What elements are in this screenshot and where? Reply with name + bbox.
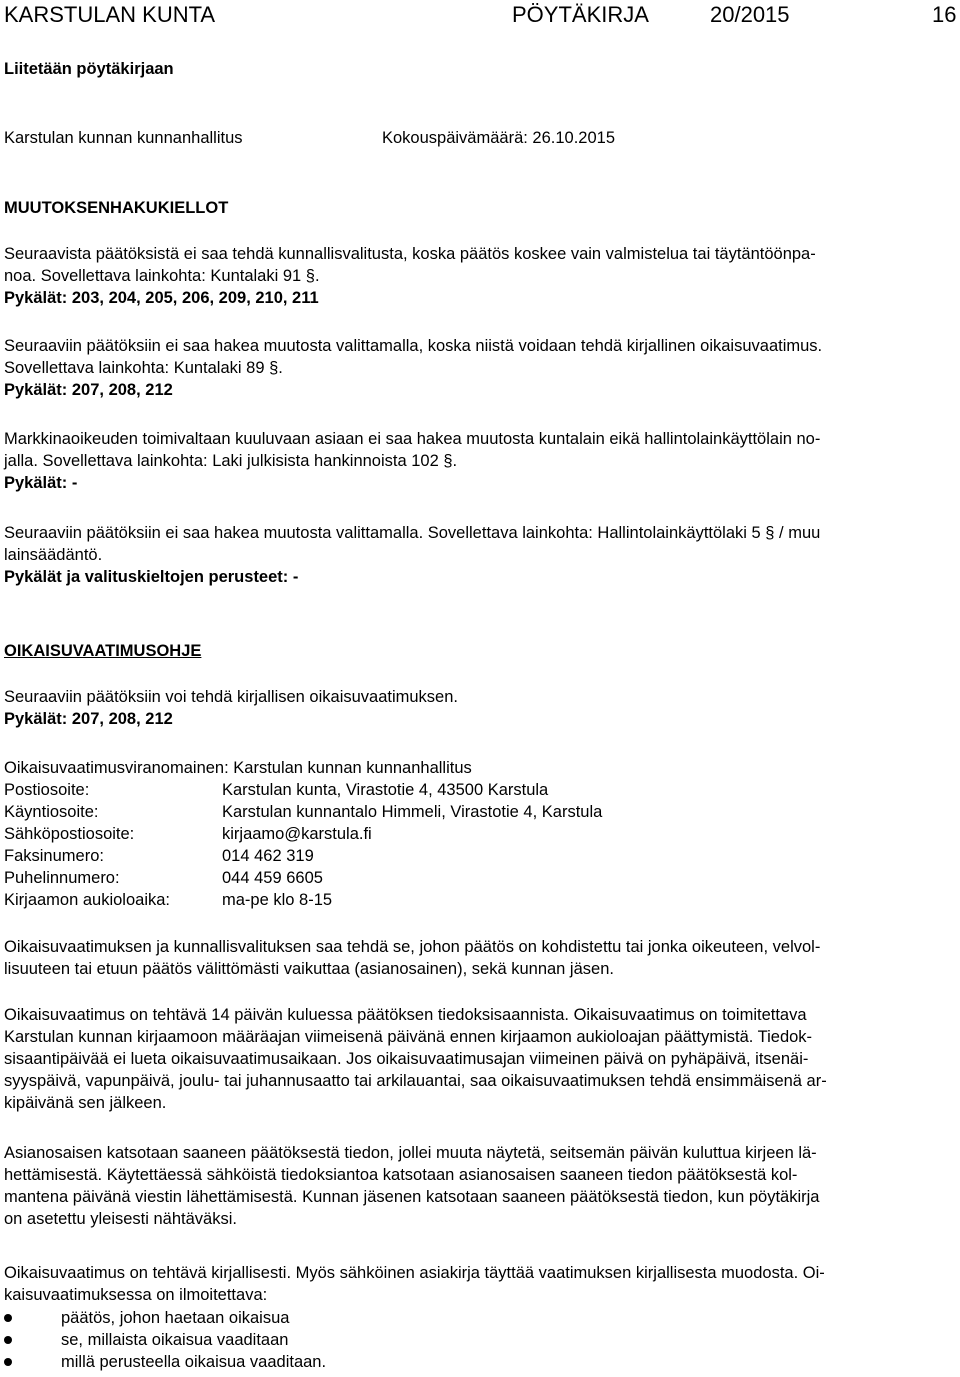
municipality-name: KARSTULAN KUNTA: [4, 2, 216, 27]
text-line: mantena päivänä viestin lähettämisestä. Kunnan jäsenen katsotaan saaneen päätöksestä tiedon, kun pöytäkirja: [4, 1188, 820, 1206]
text-line: Sovellettava lainkohta: Kuntalaki 89 §.: [4, 359, 283, 377]
section-list: Pykälät: -: [4, 474, 78, 492]
rectification-intro: [4, 686, 954, 730]
contact-row: [4, 823, 954, 845]
text-line: kaisuvaatimuksessa on ilmoitettava:: [4, 1286, 268, 1304]
list-item: [4, 1351, 954, 1373]
section-list: Pykälät: 203, 204, 205, 206, 209, 210, 211: [4, 289, 319, 307]
contact-row: [4, 801, 954, 823]
list-item: [4, 1329, 954, 1351]
text-line: Oikaisuvaatimus on tehtävä 14 päivän kuluessa päätöksen tiedoksisaannista. Oikaisuvaatimus on toimitettava: [4, 1006, 807, 1024]
contact-label: Puhelinnumero:: [4, 869, 120, 887]
contact-value: Karstulan kunnantalo Himmeli, Virastotie 4, Karstula: [222, 803, 603, 821]
section-list: Pykälät: 207, 208, 212: [4, 381, 173, 399]
document-type: PÖYTÄKIRJA: [512, 2, 649, 27]
page-header: [4, 0, 957, 30]
meeting-meta: [4, 127, 954, 149]
text-line: Seuraaviin päätöksiin ei saa hakea muutosta valittamalla. Sovellettava lainkohta: Hallintolainkäyttölaki 5 § / muu: [4, 524, 821, 542]
rectification-paragraph-1: [4, 936, 954, 980]
text-line: noa. Sovellettava lainkohta: Kuntalaki 91 §.: [4, 267, 320, 285]
bullet-icon: [4, 1358, 12, 1366]
restriction-paragraph-3: [4, 428, 954, 494]
text-line: lisuuteen tai etuun päätös välittömästi vaikuttaa (asianosainen), sekä kunnan jäsen.: [4, 960, 614, 978]
contact-label: Sähköpostiosoite:: [4, 825, 135, 843]
rectification-paragraph-3: [4, 1142, 954, 1230]
list-item-text: päätös, johon haetaan oikaisua: [61, 1309, 290, 1327]
contact-value: ma-pe klo 8-15: [222, 891, 333, 909]
contact-row: [4, 845, 954, 867]
text-line: jalla. Sovellettava lainkohta: Laki julkisista hankinnoista 102 §.: [4, 452, 458, 470]
list-item-text: millä perusteella oikaisua vaaditaan.: [61, 1353, 327, 1371]
text-line: Oikaisuvaatimus on tehtävä kirjallisesti. Myös sähköinen asiakirja täyttää vaatimuksen kirjallisesta muodosta. Oi-: [4, 1264, 825, 1282]
text-line: lainsäädäntö.: [4, 546, 103, 564]
text-line: Seuraavista päätöksistä ei saa tehdä kunnallisvalitusta, koska päätös koskee vain valmistelua tai täytäntöönpa-: [4, 245, 816, 263]
contact-label: Käyntiosoite:: [4, 803, 99, 821]
contact-label: Faksinumero:: [4, 847, 104, 865]
rectification-authority: Oikaisuvaatimusviranomainen: Karstulan kunnan kunnanhallitus: [4, 759, 472, 777]
contact-value: Karstulan kunta, Virastotie 4, 43500 Karstula: [222, 781, 549, 799]
meeting-date: Kokouspäivämäärä: 26.10.2015: [382, 129, 615, 147]
rectification-title: OIKAISUVAATIMUSOHJE: [4, 642, 202, 660]
text-line: Oikaisuvaatimuksen ja kunnallisvalituksen saa tehdä se, johon päätös on kohdistettu tai jonka oikeuteen, velvol-: [4, 938, 821, 956]
text-line: sisaantipäivää ei lueta oikaisuvaatimusaikaan. Jos oikaisuvaatimusajan viimeinen päivä on pyhäpäivä, itsenäi-: [4, 1050, 809, 1068]
contact-value: 014 462 319: [222, 847, 314, 865]
document-number: 20/2015: [710, 2, 790, 27]
bullet-icon: [4, 1314, 12, 1322]
contact-label: Postiosoite:: [4, 781, 90, 799]
contact-table: [4, 779, 954, 911]
attachment-title: Liitetään pöytäkirjaan: [4, 60, 174, 78]
text-line: Karstulan kunnan kirjaamoon määräajan viimeisenä päivänä ennen kirjaamon aukioloajan päättymistä. Tiedok-: [4, 1028, 813, 1046]
page-number: 16: [932, 2, 957, 27]
meeting-body: Karstulan kunnan kunnanhallitus: [4, 129, 243, 147]
text-line: on asetettu yleisesti nähtäväksi.: [4, 1210, 237, 1228]
contact-label: Kirjaamon aukioloaika:: [4, 891, 171, 909]
restriction-paragraph-4: [4, 522, 954, 588]
section-list: Pykälät ja valituskieltojen perusteet: -: [4, 568, 299, 586]
text-line: kipäivänä sen jälkeen.: [4, 1094, 167, 1112]
list-item: [4, 1307, 954, 1329]
contact-email[interactable]: kirjaamo@karstula.fi: [222, 825, 372, 843]
list-item-text: se, millaista oikaisua vaaditaan: [61, 1331, 289, 1349]
section-list: Pykälät: 207, 208, 212: [4, 710, 173, 728]
contact-row: [4, 889, 954, 911]
requirements-list: [4, 1307, 954, 1373]
contact-row: [4, 779, 954, 801]
text-line: Asianosaisen katsotaan saaneen päätöksestä tiedon, jollei muuta näytetä, seitsemän päivän kuluttua kirjeen lä-: [4, 1144, 817, 1162]
text-line: Seuraaviin päätöksiin voi tehdä kirjallisen oikaisuvaatimuksen.: [4, 688, 458, 706]
rectification-paragraph-2: [4, 1004, 954, 1114]
contact-row: [4, 867, 954, 889]
rectification-paragraph-4: [4, 1262, 954, 1306]
restrictions-title: MUUTOKSENHAKUKIELLOT: [4, 199, 229, 217]
restriction-paragraph-1: [4, 243, 954, 309]
text-line: syyspäivä, vapunpäivä, joulu- tai juhannusaatto tai arkilauantai, saa oikaisuvaatimuksen tehdä ensimmäisenä ar-: [4, 1072, 827, 1090]
text-line: Markkinaoikeuden toimivaltaan kuuluvaan asiaan ei saa hakea muutosta kuntalain eikä hallintolainkäyttölain no-: [4, 430, 821, 448]
contact-value: 044 459 6605: [222, 869, 323, 887]
bullet-icon: [4, 1336, 12, 1344]
text-line: Seuraaviin päätöksiin ei saa hakea muutosta valittamalla, koska niistä voidaan tehdä kirjallinen oikaisuvaatimus.: [4, 337, 823, 355]
text-line: hettämisestä. Käytettäessä sähköistä tiedoksiantoa katsotaan asianosaisen saaneen tiedon päätöksestä kol-: [4, 1166, 798, 1184]
restriction-paragraph-2: [4, 335, 954, 401]
